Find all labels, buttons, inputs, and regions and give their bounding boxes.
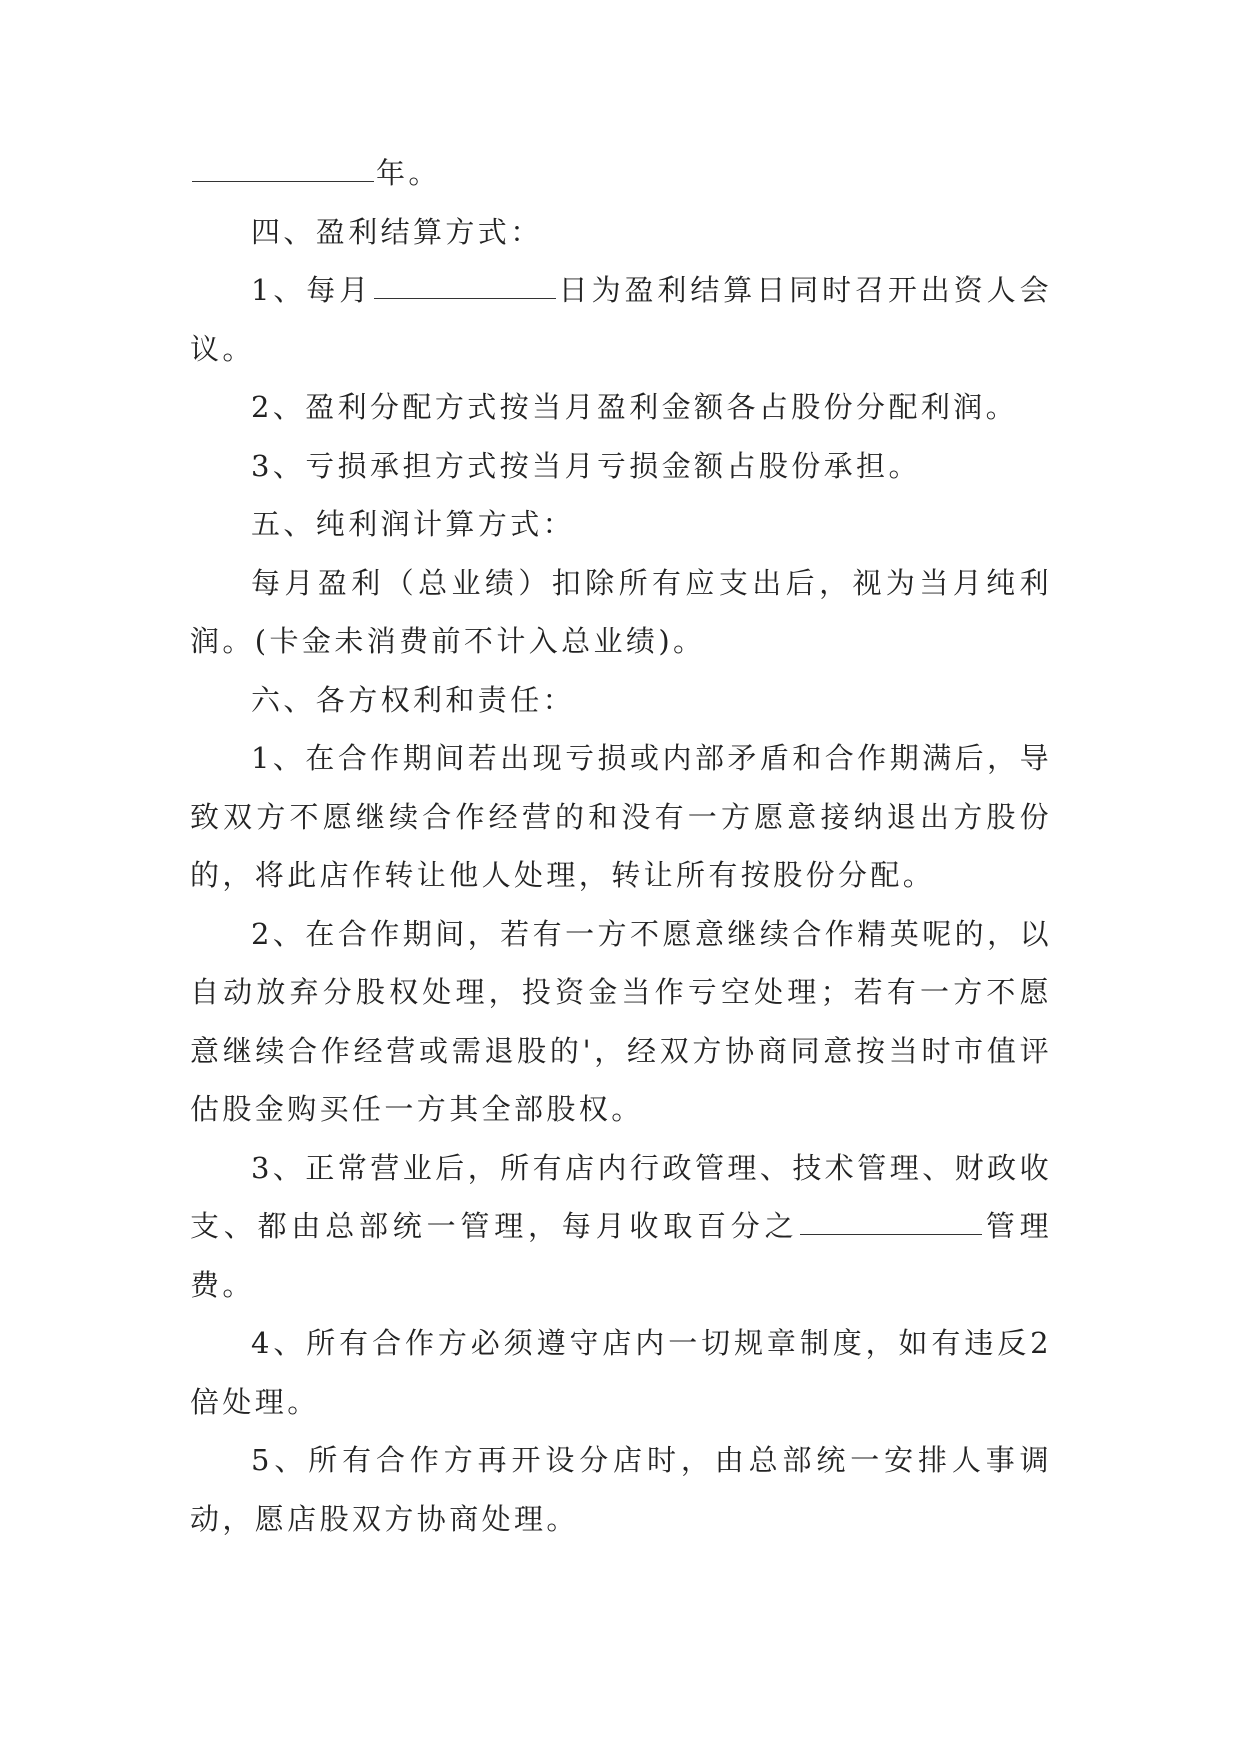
paragraph-text: 每月盈利（总业绩）扣除所有应支出后，视为当月纯利润。(卡金未消费前不计入总业绩)。 [190, 565, 1052, 658]
paragraph-text: 日为盈利结算日同时召开出资人会议。 [190, 273, 1052, 366]
section-heading-profit-settlement [190, 203, 1052, 262]
paragraph-settlement-day [190, 261, 1052, 378]
paragraph-profit-distribution [190, 378, 1052, 437]
paragraph-text: 管理费。 [190, 1209, 1052, 1302]
fill-in-blank-percentage[interactable] [800, 1233, 982, 1235]
fill-in-blank-years[interactable] [192, 180, 374, 182]
paragraph-text: 1、在合作期间若出现亏损或内部矛盾和合作期满后，导致双方不愿继续合作经营的和没有一方愿意接纳退出方股份的，将此店作转让他人处理，转让所有按股份分配。 [190, 741, 1052, 892]
section-heading-net-profit [190, 495, 1052, 554]
paragraph-rights-1 [190, 729, 1052, 905]
paragraph-year-end [190, 144, 1052, 203]
paragraph-text: 1、每月 [251, 273, 373, 307]
paragraph-text: 4、所有合作方必须遵守店内一切规章制度，如有违反2倍处理。 [190, 1326, 1052, 1419]
paragraph-text: 年。 [376, 156, 441, 190]
paragraph-text: 3、亏损承担方式按当月亏损金额占股份承担。 [251, 448, 921, 483]
paragraph-rights-4 [190, 1314, 1052, 1431]
paragraph-text: 六、各方权利和责任： [251, 682, 576, 717]
paragraph-text: 2、盈利分配方式按当月盈利金额各占股份分配利润。 [251, 390, 1019, 424]
paragraph-net-profit-definition [190, 554, 1052, 671]
paragraph-text: 3、正常营业后，所有店内行政管理、技术管理、财政收支、都由总部统一管理，每月收取百分之 [190, 1150, 1052, 1243]
paragraph-rights-3 [190, 1139, 1052, 1315]
paragraph-rights-2 [190, 905, 1052, 1139]
paragraph-text: 五、纯利润计算方式： [251, 507, 576, 541]
paragraph-text: 四、盈利结算方式： [251, 214, 543, 249]
section-heading-rights-responsibilities [190, 671, 1052, 730]
paragraph-text: 5、所有合作方再开设分店时，由总部统一安排人事调动，愿店股双方协商处理。 [190, 1443, 1052, 1536]
paragraph-text: 2、在合作期间，若有一方不愿意继续合作精英呢的，以自动放弃分股权处理，投资金当作亏空处理；若有一方不愿意继续合作经营或需退股的'，经双方协商同意按当时市值评估股金购买任一方其全部股权。 [190, 916, 1052, 1126]
fill-in-blank-day[interactable] [374, 297, 556, 299]
document-page [190, 144, 1052, 1548]
paragraph-rights-5 [190, 1431, 1052, 1548]
paragraph-loss-bearing [190, 437, 1052, 496]
